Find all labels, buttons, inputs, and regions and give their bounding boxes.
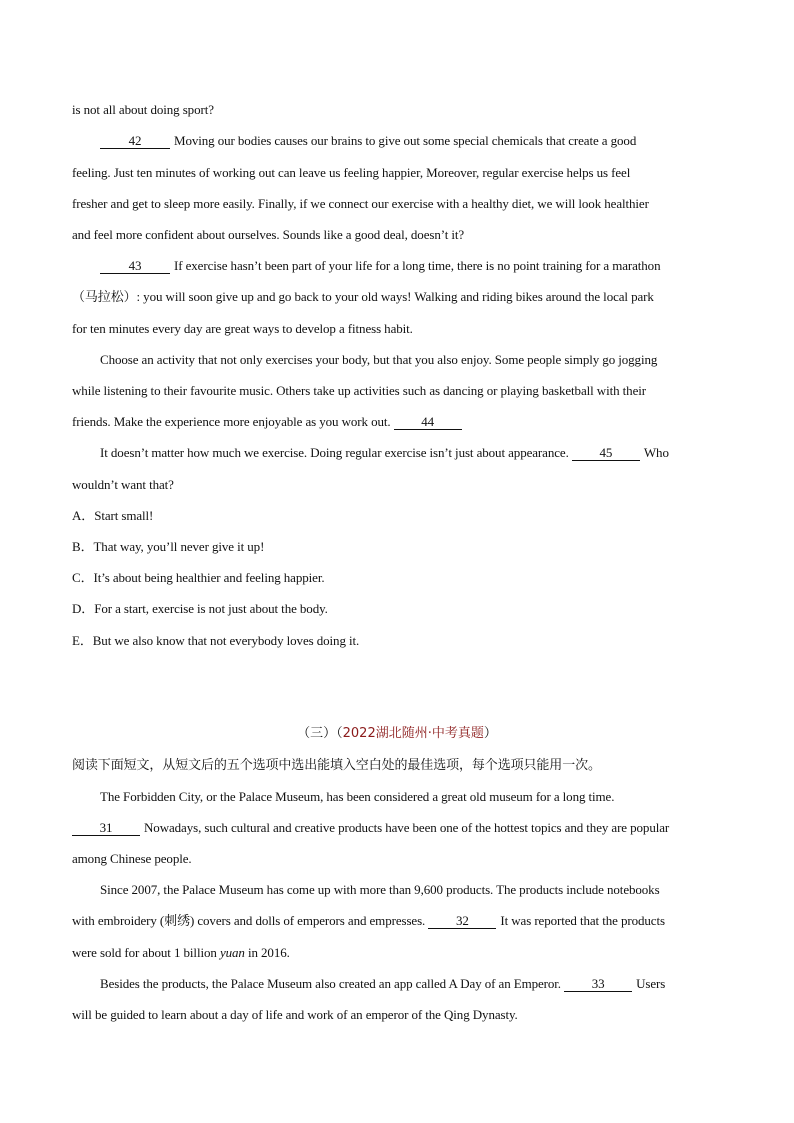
text: with embroidery (	[72, 913, 165, 928]
option-text: A．Start small!	[72, 508, 154, 523]
blank-33[interactable]: 33	[564, 977, 632, 992]
heading-source: 2022湖北随州·中考真题	[342, 726, 484, 741]
paragraph-44-line-3	[72, 414, 732, 430]
option-text: E．But we also know that not everybody loves doing it.	[72, 633, 360, 648]
paragraph-42-line-3	[72, 196, 732, 212]
paragraph-45-line-1	[100, 445, 732, 461]
paragraph-43-line-2	[72, 289, 732, 306]
option-text: C．It’s about being healthier and feeling happier.	[72, 570, 325, 585]
paragraph-44-line-1	[100, 352, 732, 368]
paragraph-31-line-1	[100, 789, 732, 805]
paragraph-33-line-2	[72, 1007, 732, 1023]
text-cn: 刺绣	[164, 914, 190, 929]
text: It was reported that the products	[500, 913, 665, 928]
paragraph-42-line-4	[72, 227, 732, 243]
text-italic: yuan	[219, 945, 245, 960]
instruction-text: 阅读下面短文，从短文后的五个选项中选出能填入空白处的最佳选项，每个选项只能用一次。	[72, 758, 601, 773]
text: wouldn’t want that?	[72, 477, 174, 492]
heading-text: （三）（	[297, 726, 343, 741]
text: It doesn’t matter how much we exercise. Doing regular exercise isn’t just about appearance.	[100, 445, 569, 460]
option-text: D．For a start, exercise is not just about the body.	[72, 601, 328, 616]
paragraph-32-line-3	[72, 945, 732, 961]
text: Who	[643, 445, 669, 460]
text: : you will soon give up and go back to your old ways! Walking and riding bikes around the local park	[136, 289, 654, 304]
option-text: B．That way, you’ll never give it up!	[72, 539, 265, 554]
text: ) covers and dolls of emperors and empresses.	[189, 913, 426, 928]
option-e	[72, 633, 732, 649]
text: in 2016.	[247, 945, 290, 960]
text: friends. Make the experience more enjoyable as you work out.	[72, 414, 391, 429]
text: and feel more confident about ourselves. Sounds like a good deal, doesn’t it?	[72, 227, 465, 242]
blank-43[interactable]: 43	[100, 259, 170, 274]
option-a	[72, 508, 732, 524]
heading-text: ）	[483, 726, 497, 741]
text: Moving our bodies causes our brains to give out some special chemicals that create a good	[174, 133, 637, 148]
text: Nowadays, such cultural and creative products have been one of the hottest topics and they are popular	[144, 820, 670, 835]
paragraph-32-line-2	[72, 913, 732, 930]
text: The Forbidden City, or the Palace Museum, has been considered a great old museum for a long time.	[100, 789, 615, 804]
paragraph-43-line-3	[72, 321, 732, 337]
option-b	[72, 539, 732, 555]
text: Choose an activity that not only exercises your body, but that you also enjoy. Some people simply go jogging	[100, 352, 658, 367]
text: among Chinese people.	[72, 851, 192, 866]
option-c	[72, 570, 732, 586]
paragraph-31-line-2	[72, 820, 732, 836]
text: while listening to their favourite music. Others take up activities such as dancing or playing basketball with their	[72, 383, 646, 398]
paragraph-43-line-1	[100, 258, 732, 274]
section-heading	[0, 726, 794, 742]
blank-45[interactable]: 45	[572, 446, 640, 461]
option-d	[72, 601, 732, 617]
paragraph-33-line-1	[100, 976, 732, 992]
text: for ten minutes every day are great ways to develop a fitness habit.	[72, 321, 413, 336]
blank-31[interactable]: 31	[72, 821, 140, 836]
text: Besides the products, the Palace Museum also created an app called A Day of an Emperor.	[100, 976, 561, 991]
paragraph-45-line-2	[72, 477, 732, 493]
blank-42[interactable]: 42	[100, 134, 170, 149]
text: were sold for about 1 billion	[72, 945, 217, 960]
paragraph-32-line-1	[100, 882, 732, 898]
blank-32[interactable]: 32	[428, 914, 496, 929]
paragraph-42-line-2	[72, 165, 732, 181]
section-instruction	[72, 758, 732, 774]
paragraph-44-line-2	[72, 383, 732, 399]
paragraph-42-line-1	[100, 133, 732, 149]
paragraph-31-line-3	[72, 851, 732, 867]
text: is not all about doing sport?	[72, 102, 214, 117]
text-cn: （马拉松）	[72, 290, 137, 305]
text: feeling. Just ten minutes of working out can leave us feeling happier, Moreover, regular exercise helps us feel	[72, 165, 631, 180]
text: fresher and get to sleep more easily. Finally, if we connect our exercise with a healthy diet, we will look healthier	[72, 196, 649, 211]
text: Since 2007, the Palace Museum has come up with more than 9,600 products. The products include notebooks	[100, 882, 660, 897]
passage-line	[72, 102, 732, 118]
blank-44[interactable]: 44	[394, 415, 462, 430]
text: If exercise hasn’t been part of your life for a long time, there is no point training for a marathon	[174, 258, 661, 273]
text: Users	[636, 976, 666, 991]
text: will be guided to learn about a day of life and work of an emperor of the Qing Dynasty.	[72, 1007, 518, 1022]
